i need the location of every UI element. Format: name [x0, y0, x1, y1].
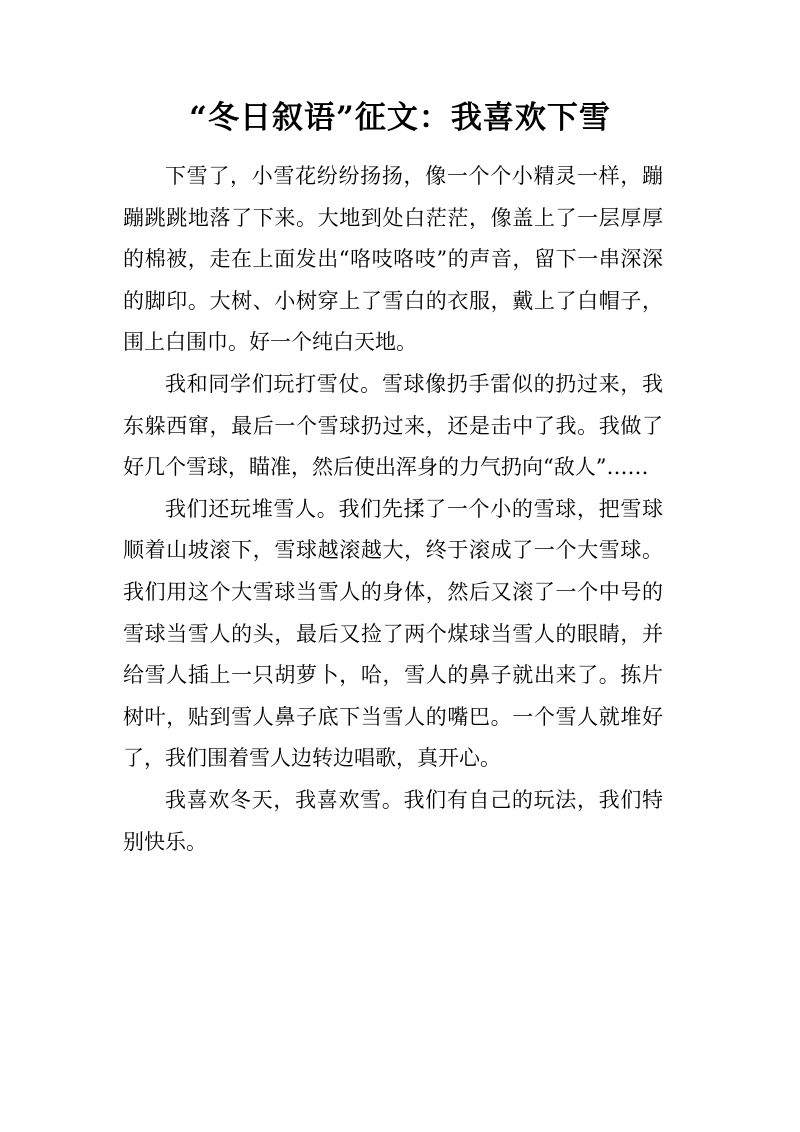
paragraph-4: 我喜欢冬天，我喜欢雪。我们有自己的玩法，我们特别快乐。 — [123, 787, 663, 854]
paragraph-3: 我们还玩堆雪人。我们先揉了一个小的雪球，把雪球顺着山坡滚下，雪球越滚越大，终于滚成了一个大雪球。我们用这个大雪球当雪人的身体，然后又滚了一个中号的雪球当雪人的头，最后又捡了两个煤球当雪人的眼睛，并给雪人插上一只胡萝卜，哈，雪人的鼻子就出来了。拣片树叶，贴到雪人鼻子底下当雪人的嘴巴。一个雪人就堆好了，我们围着雪人边转边唱歌，真开心。 — [123, 496, 663, 771]
paragraph-2: 我和同学们玩打雪仗。雪球像扔手雷似的扔过来，我东躲西窜，最后一个雪球扔过来，还是击中了我。我做了好几个雪球，瞄准，然后使出浑身的力气扔向“敌人”…… — [123, 371, 663, 480]
paragraph-1: 下雪了，小雪花纷纷扬扬，像一个个小精灵一样，蹦蹦跳跳地落了下来。大地到处白茫茫，像盖上了一层厚厚的棉被，走在上面发出“咯吱咯吱”的声音，留下一串深深的脚印。大树、小树穿上了雪白的衣服，戴上了白帽子，围上白围巾。好一个纯白天地。 — [123, 164, 663, 355]
document-body — [123, 156, 663, 863]
document-title: “冬日叙语”征文：我喜欢下雪 — [189, 100, 611, 136]
